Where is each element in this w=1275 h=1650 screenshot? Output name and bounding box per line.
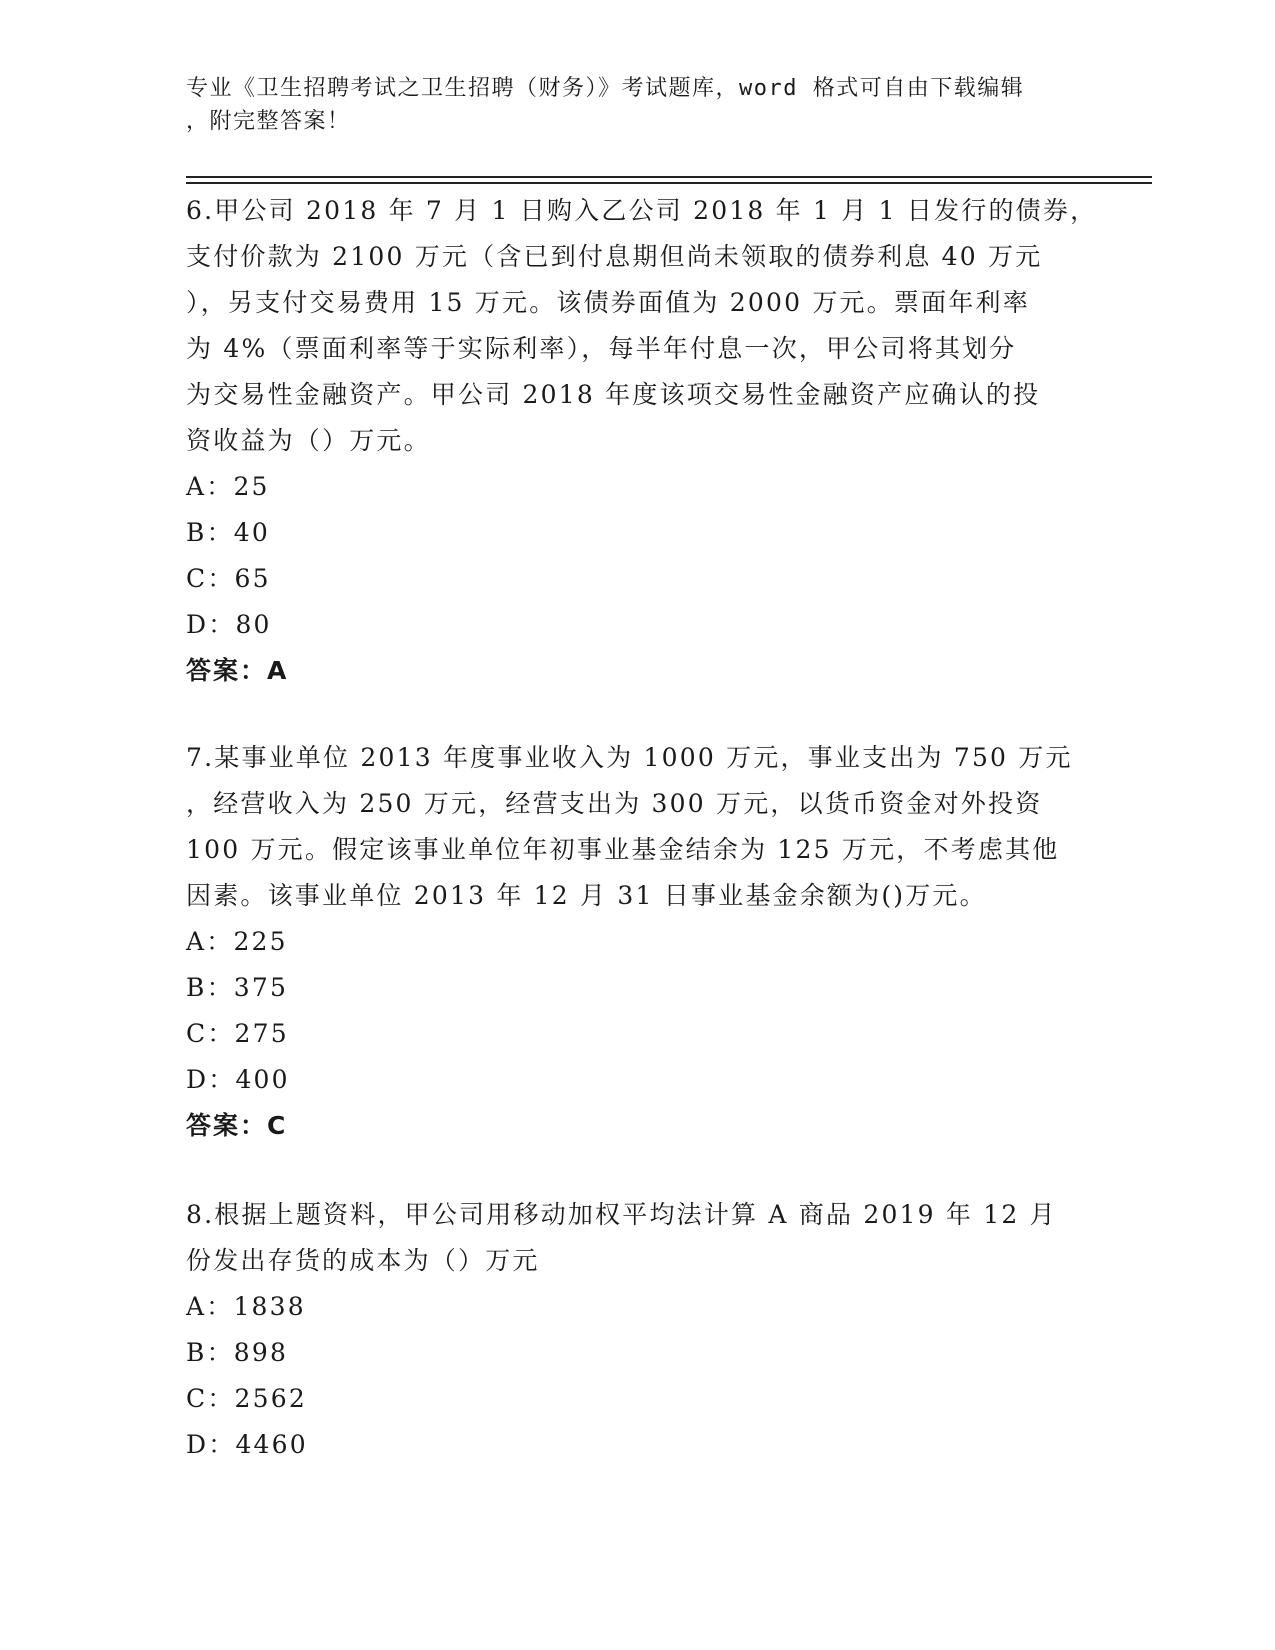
- option-b: B：375: [186, 973, 289, 1002]
- option-b: B：898: [186, 1338, 289, 1367]
- option-c: C：65: [186, 564, 271, 593]
- question-text-line: 7.某事业单位 2013 年度事业收入为 1000 万元，事业支出为 750 万元: [186, 743, 1073, 772]
- question-6: [186, 188, 1098, 694]
- question-text-line: 支付价款为 2100 万元（含已到付息期但尚未领取的债券利息 40 万元: [186, 242, 1043, 271]
- document-header: [186, 72, 1086, 138]
- option-a: A：1838: [186, 1292, 306, 1321]
- option-a: A：225: [186, 927, 288, 956]
- question-text-line: 8.根据上题资料，甲公司用移动加权平均法计算 A 商品 2019 年 12 月: [186, 1200, 1057, 1229]
- question-text-line: 为交易性金融资产。甲公司 2018 年度该项交易性金融资产应确认的投: [186, 380, 1041, 409]
- question-text-line: 份发出存货的成本为（）万元: [186, 1246, 540, 1275]
- option-d: D：400: [186, 1065, 290, 1094]
- option-b: B：40: [186, 518, 270, 547]
- question-text-line: ，经营收入为 250 万元，经营支出为 300 万元，以货币资金对外投资: [186, 789, 1043, 818]
- option-a: A：25: [186, 472, 270, 501]
- question-text-line: 为 4%（票面利率等于实际利率），每半年付息一次，甲公司将其划分: [186, 334, 1017, 363]
- answer-label: 答案：C: [186, 1111, 288, 1140]
- header-divider-bottom: [186, 182, 1152, 184]
- question-7: [186, 735, 1086, 1149]
- question-8: [186, 1192, 1086, 1468]
- option-d: D：80: [186, 610, 272, 639]
- question-text-line: 因素。该事业单位 2013 年 12 月 31 日事业基金余额为()万元。: [186, 881, 987, 910]
- option-d: D：4460: [186, 1430, 308, 1459]
- question-text-line: ），另支付交易费用 15 万元。该债券面值为 2000 万元。票面年利率: [186, 288, 1030, 317]
- header-line-1: 专业《卫生招聘考试之卫生招聘（财务）》考试题库，word 格式可自由下载编辑: [186, 76, 1025, 101]
- header-line-2: ，附完整答案！: [186, 109, 351, 134]
- question-text-line: 6.甲公司 2018 年 7 月 1 日购入乙公司 2018 年 1 月 1 日发行的债券，: [186, 196, 1098, 225]
- header-divider-top: [186, 176, 1152, 178]
- option-c: C：275: [186, 1019, 289, 1048]
- answer-label: 答案：A: [186, 656, 289, 685]
- question-text-line: 100 万元。假定该事业单位年初事业基金结余为 125 万元，不考虑其他: [186, 835, 1060, 864]
- question-text-line: 资收益为（）万元。: [186, 426, 431, 455]
- option-c: C：2562: [186, 1384, 307, 1413]
